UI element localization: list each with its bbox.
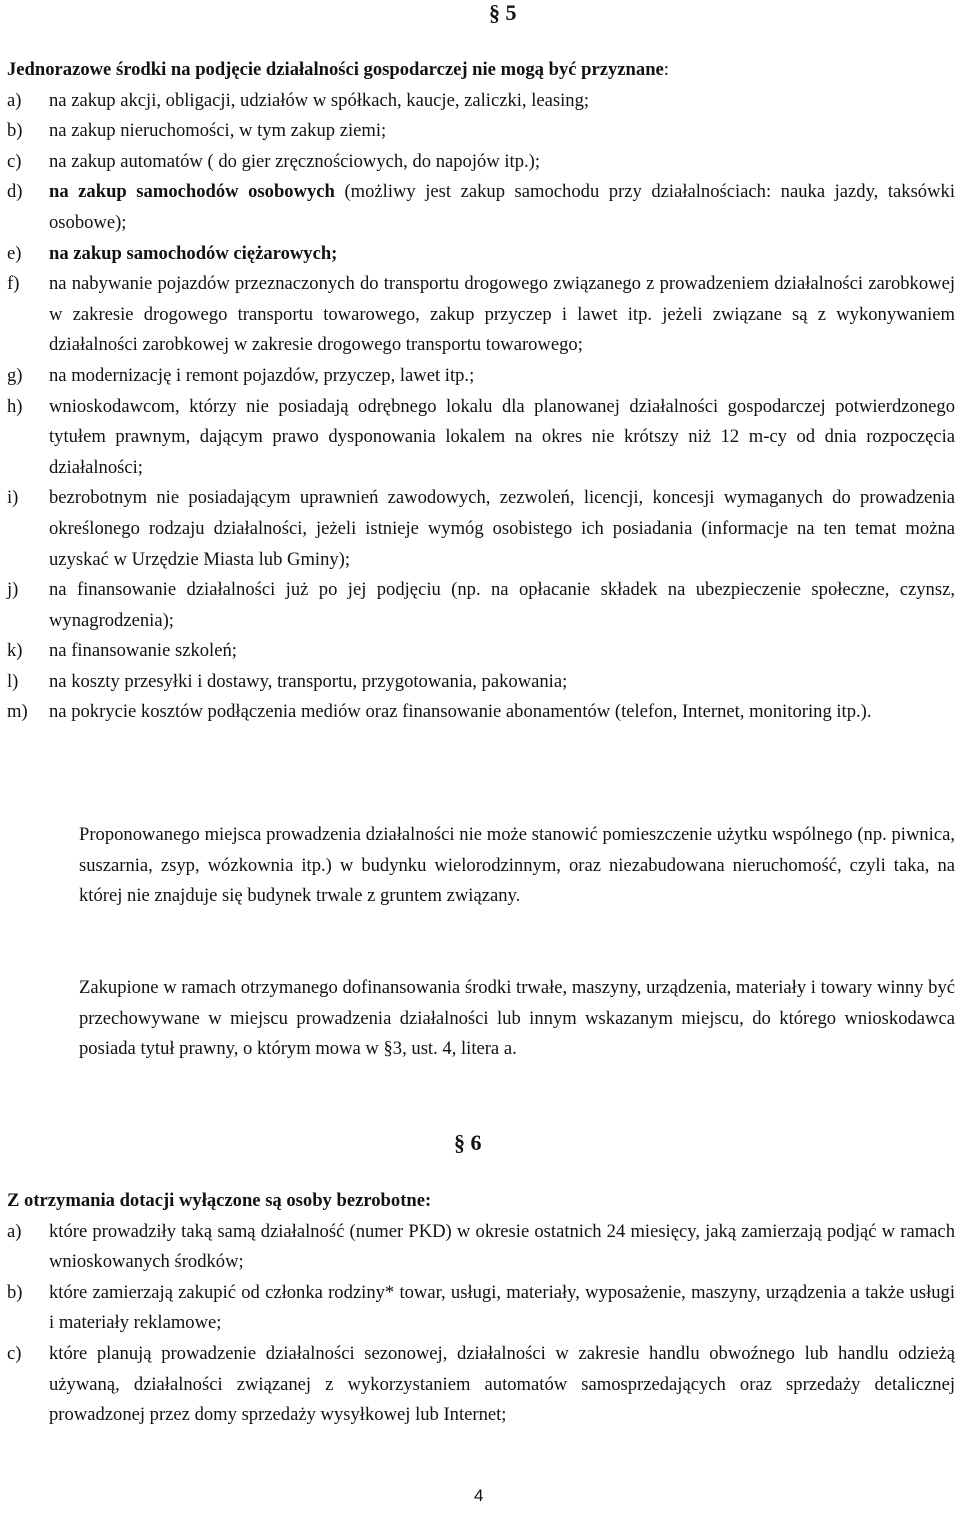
list-item-text: na zakup nieruchomości, w tym zakup ziemi; xyxy=(49,120,387,142)
section-5-heading-text: Jednorazowe środki na podjęcie działalności gospodarczej nie mogą być przyznane xyxy=(7,59,664,80)
list-item-label: g) xyxy=(7,364,23,386)
list-item xyxy=(7,667,955,698)
list-item xyxy=(7,483,955,575)
list-item xyxy=(7,1339,955,1431)
list-item-label: f) xyxy=(7,273,20,295)
list-item xyxy=(7,239,955,270)
list-item xyxy=(7,697,955,728)
section-5-heading xyxy=(7,55,955,86)
list-item-text: bezrobotnym nie posiadającym uprawnień zawodowych, zezwoleń, licencji, koncesji wymaganych do prowadzenia określonego rodzaju działalności, jeżeli istnieje wymóg osobistego ich posiadania (informacje na ten temat można uzyskać w Urzędzie Miasta lub Gminy); xyxy=(49,487,955,570)
list-item xyxy=(7,86,955,117)
list-item-label: m) xyxy=(7,701,28,723)
list-item-text: na modernizację i remont pojazdów, przyczep, lawet itp.; xyxy=(49,364,475,386)
list-item xyxy=(7,1217,955,1278)
list-item-label: l) xyxy=(7,670,19,692)
list-item xyxy=(7,361,955,392)
list-item-text: które zamierzają zakupić od członka rodziny* towar, usługi, materiały, wyposażenie, maszyny, urządzenia a także usługi i materiały reklamowe; xyxy=(49,1281,955,1334)
list-item xyxy=(7,116,955,147)
list-item-label: d) xyxy=(7,181,23,203)
section-6-body xyxy=(7,1186,955,1431)
list-item-text: wnioskodawcom, którzy nie posiadają odrębnego lokalu dla planowanej działalności gospodarczej potwierdzonego tytułem prawnym, dającym prawo dysponowania lokalem na okres nie krótszy niż 12 m-cy od dnia rozpoczęcia działalności; xyxy=(49,395,955,478)
list-item-text: na koszty przesyłki i dostawy, transportu, przygotowania, pakowania; xyxy=(49,670,568,692)
list-item-label: c) xyxy=(7,1342,22,1364)
list-item-label: e) xyxy=(7,242,22,264)
list-item-text: na nabywanie pojazdów przeznaczonych do transportu drogowego związanego z prowadzeniem działalności zarobkowej w zakresie drogowego transportu towarowego, zakup przyczep i lawet itp. jeżeli związane są z wykonywaniem działalności zarobkowej w zakresie drogowego transportu towarowego; xyxy=(49,273,955,356)
list-item-bold-text: na zakup samochodów osobowych xyxy=(49,181,335,203)
list-item-text: na zakup automatów ( do gier zręcznościowych, do napojów itp.); xyxy=(49,150,541,172)
list-item xyxy=(7,1278,955,1339)
page-number: 4 xyxy=(474,1486,484,1505)
list-item-label: a) xyxy=(7,89,22,111)
paragraph-storage-rules: Zakupione w ramach otrzymanego dofinansowania środki trwałe, maszyny, urządzenia, materiały i towary winny być przechowywane w miejscu prowadzenia działalności lub innym wskazanym miejscu, do którego wnioskodawca posiada tytuł prawny, o którym mowa w §3, ust. 4, litera a. xyxy=(79,977,955,1060)
list-item-label: j) xyxy=(7,579,19,601)
list-item-text: na pokrycie kosztów podłączenia mediów oraz finansowanie abonamentów (telefon, Internet, monitoring itp.). xyxy=(49,701,872,723)
list-item-text: które prowadziły taką samą działalność (numer PKD) w okresie ostatnich 24 miesięcy, jaką zamierzają podjąć w ramach wnioskowanych środków; xyxy=(49,1220,955,1273)
list-item xyxy=(7,636,955,667)
list-item xyxy=(7,177,955,238)
list-item xyxy=(7,392,955,484)
list-item-text: które planują prowadzenie działalności sezonowej, działalności w zakresie handlu obwoźnego lub handlu odzieżą używaną, działalności związanej z wykorzystaniem automatów samosprzedających oraz sprzedaży detalicznej prowadzonej przez domy sprzedaży wysyłkowej lub Internet; xyxy=(49,1342,955,1426)
list-item xyxy=(7,147,955,178)
list-item-bold-text: na zakup samochodów ciężarowych; xyxy=(49,242,338,264)
list-item-text: na finansowanie działalności już po jej podjęciu (np. na opłacanie składek na ubezpieczenie społeczne, czynsz, wynagrodzenia); xyxy=(49,579,955,631)
section-6-list xyxy=(7,1217,955,1431)
list-item xyxy=(7,269,955,361)
section-6-heading: Z otrzymania dotacji wyłączone są osoby bezrobotne: xyxy=(7,1190,432,1211)
section-5-mark: § 5 xyxy=(489,0,517,25)
paragraph-location-rules: Proponowanego miejsca prowadzenia działalności nie może stanowić pomieszczenie użytku wspólnego (np. piwnica, suszarnia, zsyp, wózkownia itp.) w budynku wielorodzinnym, oraz niezabudowana nieruchomość, czyli taka, na której nie znajduje się budynek trwale z gruntem związany. xyxy=(79,824,955,907)
list-item-label: b) xyxy=(7,120,23,142)
section-5-list xyxy=(7,86,955,728)
section-5-heading-colon: : xyxy=(663,59,669,80)
list-item-text: na zakup akcji, obligacji, udziałów w spółkach, kaucje, zaliczki, leasing; xyxy=(49,89,590,111)
list-item-label: i) xyxy=(7,487,19,509)
section-5-body xyxy=(7,55,955,728)
list-item-text: (możliwy jest zakup samochodu przy działalnościach: nauka jazdy, taksówki osobowe); xyxy=(49,181,955,233)
list-item-label: a) xyxy=(7,1220,22,1242)
list-item-text: na finansowanie szkoleń; xyxy=(49,640,237,662)
list-item-label: h) xyxy=(7,395,23,417)
list-item-label: c) xyxy=(7,150,22,172)
list-item-label: b) xyxy=(7,1281,23,1303)
list-item-label: k) xyxy=(7,640,23,662)
list-item xyxy=(7,575,955,636)
section-6-mark: § 6 xyxy=(454,1130,482,1155)
